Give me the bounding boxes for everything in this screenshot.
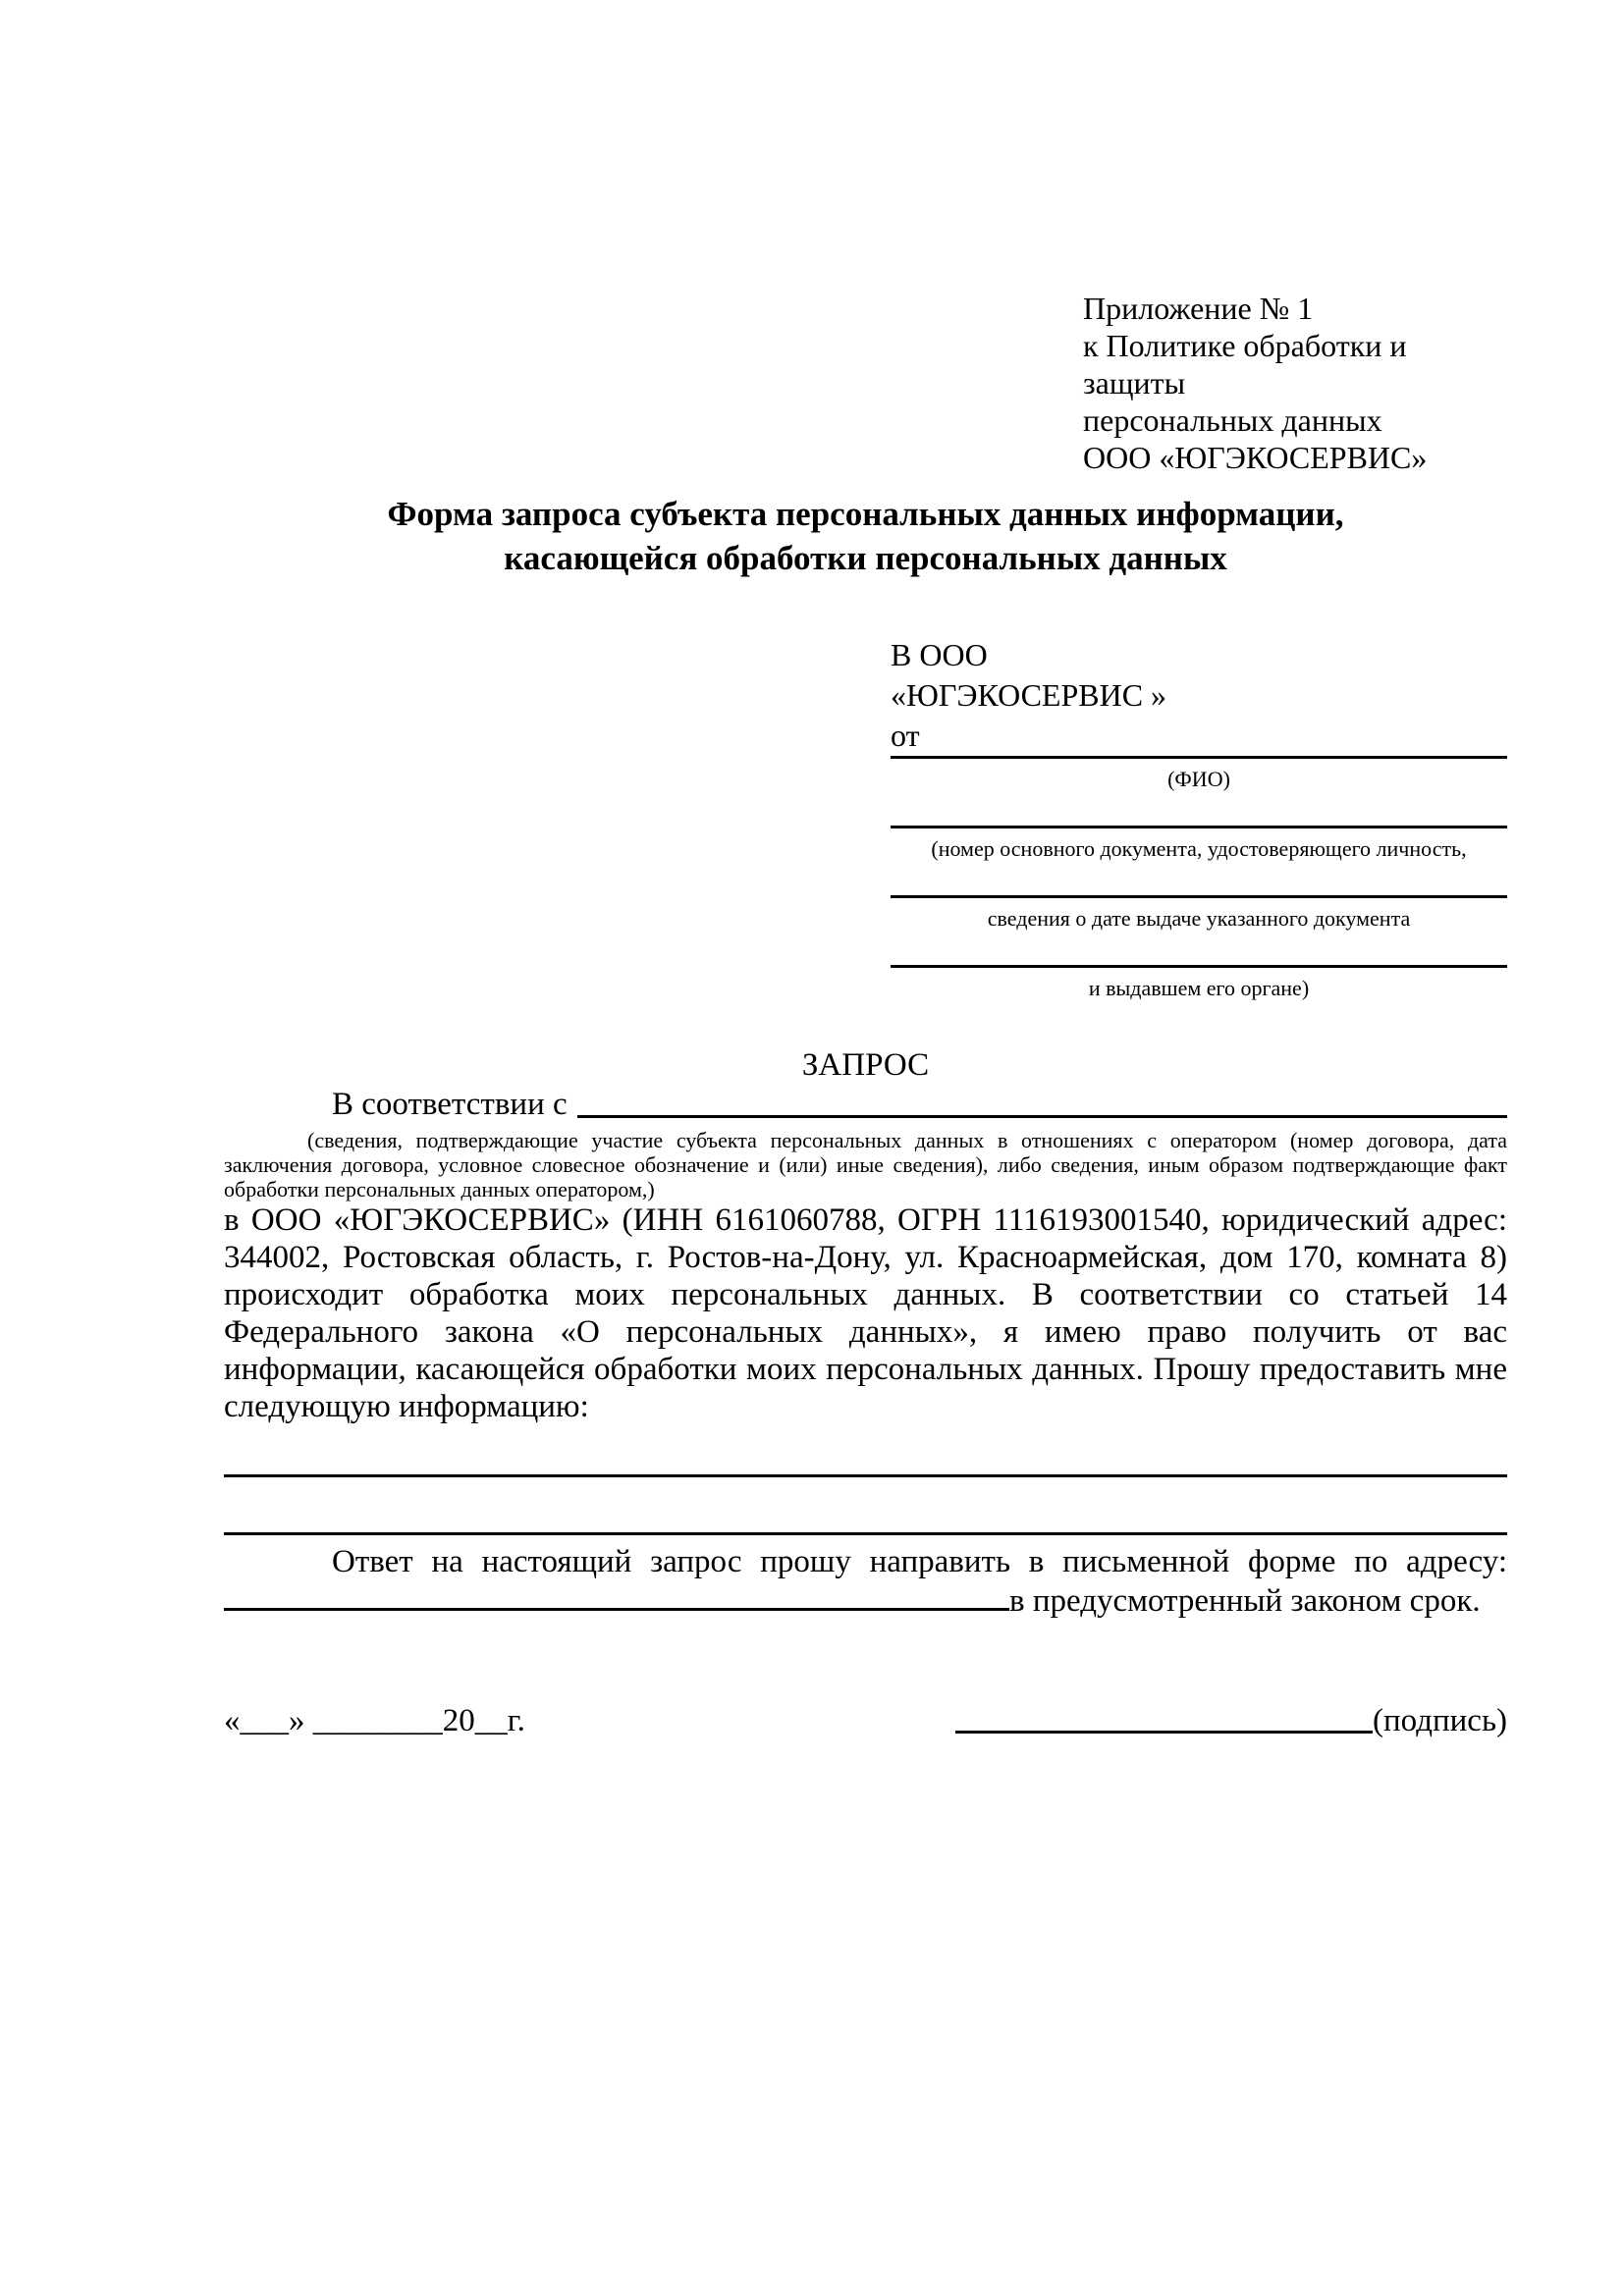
signature-row xyxy=(224,1702,1507,1739)
addressee-line: В ООО xyxy=(891,637,988,672)
reply-paragraph xyxy=(224,1543,1507,1620)
document-title xyxy=(224,492,1507,580)
date-line[interactable]: «___» ________20__г. xyxy=(224,1703,525,1738)
fill-in-line-address[interactable] xyxy=(224,1580,1009,1611)
appendix-line: Приложение № 1 xyxy=(1083,291,1314,326)
appendix-block xyxy=(1083,290,1507,476)
document-title-line: касающейся обработки персональных данных xyxy=(504,539,1227,577)
addressee-line: «ЮГЭКОСЕРВИС » xyxy=(891,677,1167,713)
fine-print-note: (сведения, подтверждающие участие субъекта персональных данных в отношениях с оператором (номер договора, дата заключения договора, условное словесное обозначение и (или) иные сведения), либо сведения, иным образом подтверждающие факт обработки персональных данных оператором,) xyxy=(224,1128,1507,1201)
fill-in-line-info-1[interactable] xyxy=(224,1474,1507,1477)
appendix-line: к Политике обработки и защиты xyxy=(1083,328,1407,400)
appendix-line: ООО «ЮГЭКОСЕРВИС» xyxy=(1083,440,1428,475)
addressee-line: от xyxy=(891,718,920,753)
addressee-block xyxy=(891,635,1507,1001)
intro-row xyxy=(224,1086,1507,1123)
signature-group xyxy=(955,1702,1507,1739)
fill-in-line-signature[interactable] xyxy=(955,1731,1373,1734)
field-caption-issue-date: сведения о дате выдаче указанного документа xyxy=(987,906,1411,931)
fill-in-line-info-2[interactable] xyxy=(224,1532,1507,1535)
body-paragraph: в ООО «ЮГЭКОСЕРВИС» (ИНН 6161060788, ОГРН 1116193001540, юридический адрес: 344002, Ростовская область, г. Ростов-на-Дону, ул. Красноармейская, дом 170, комната 8) происходит обработка моих персональных данных. В соответствии со статьей 14 Федерального закона «О персональных данных», я имею право получить от вас информации, касающейся обработки моих персональных данных. Прошу предоставить мне следующую информацию: xyxy=(224,1202,1507,1424)
document-title-line: Форма запроса субъекта персональных данных информации, xyxy=(387,495,1344,533)
signature-caption: (подпись) xyxy=(1373,1703,1507,1738)
intro-prefix: В соответствии с xyxy=(332,1087,568,1122)
appendix-line: персональных данных xyxy=(1083,402,1382,438)
field-caption-document-number: (номер основного документа, удостоверяющего личность, xyxy=(931,836,1467,861)
field-caption-issuing-authority: и выдавшем его органе) xyxy=(1088,976,1310,1000)
request-heading: ЗАПРОС xyxy=(801,1047,930,1083)
field-caption-fio: (ФИО) xyxy=(1167,767,1230,791)
reply-sentence: Ответ на настоящий запрос прошу направить в письменной форме по адресу: xyxy=(332,1544,1507,1579)
reply-tail: в предусмотренный законом срок. xyxy=(1009,1583,1481,1619)
fill-in-line-relationship-details[interactable] xyxy=(577,1115,1507,1118)
